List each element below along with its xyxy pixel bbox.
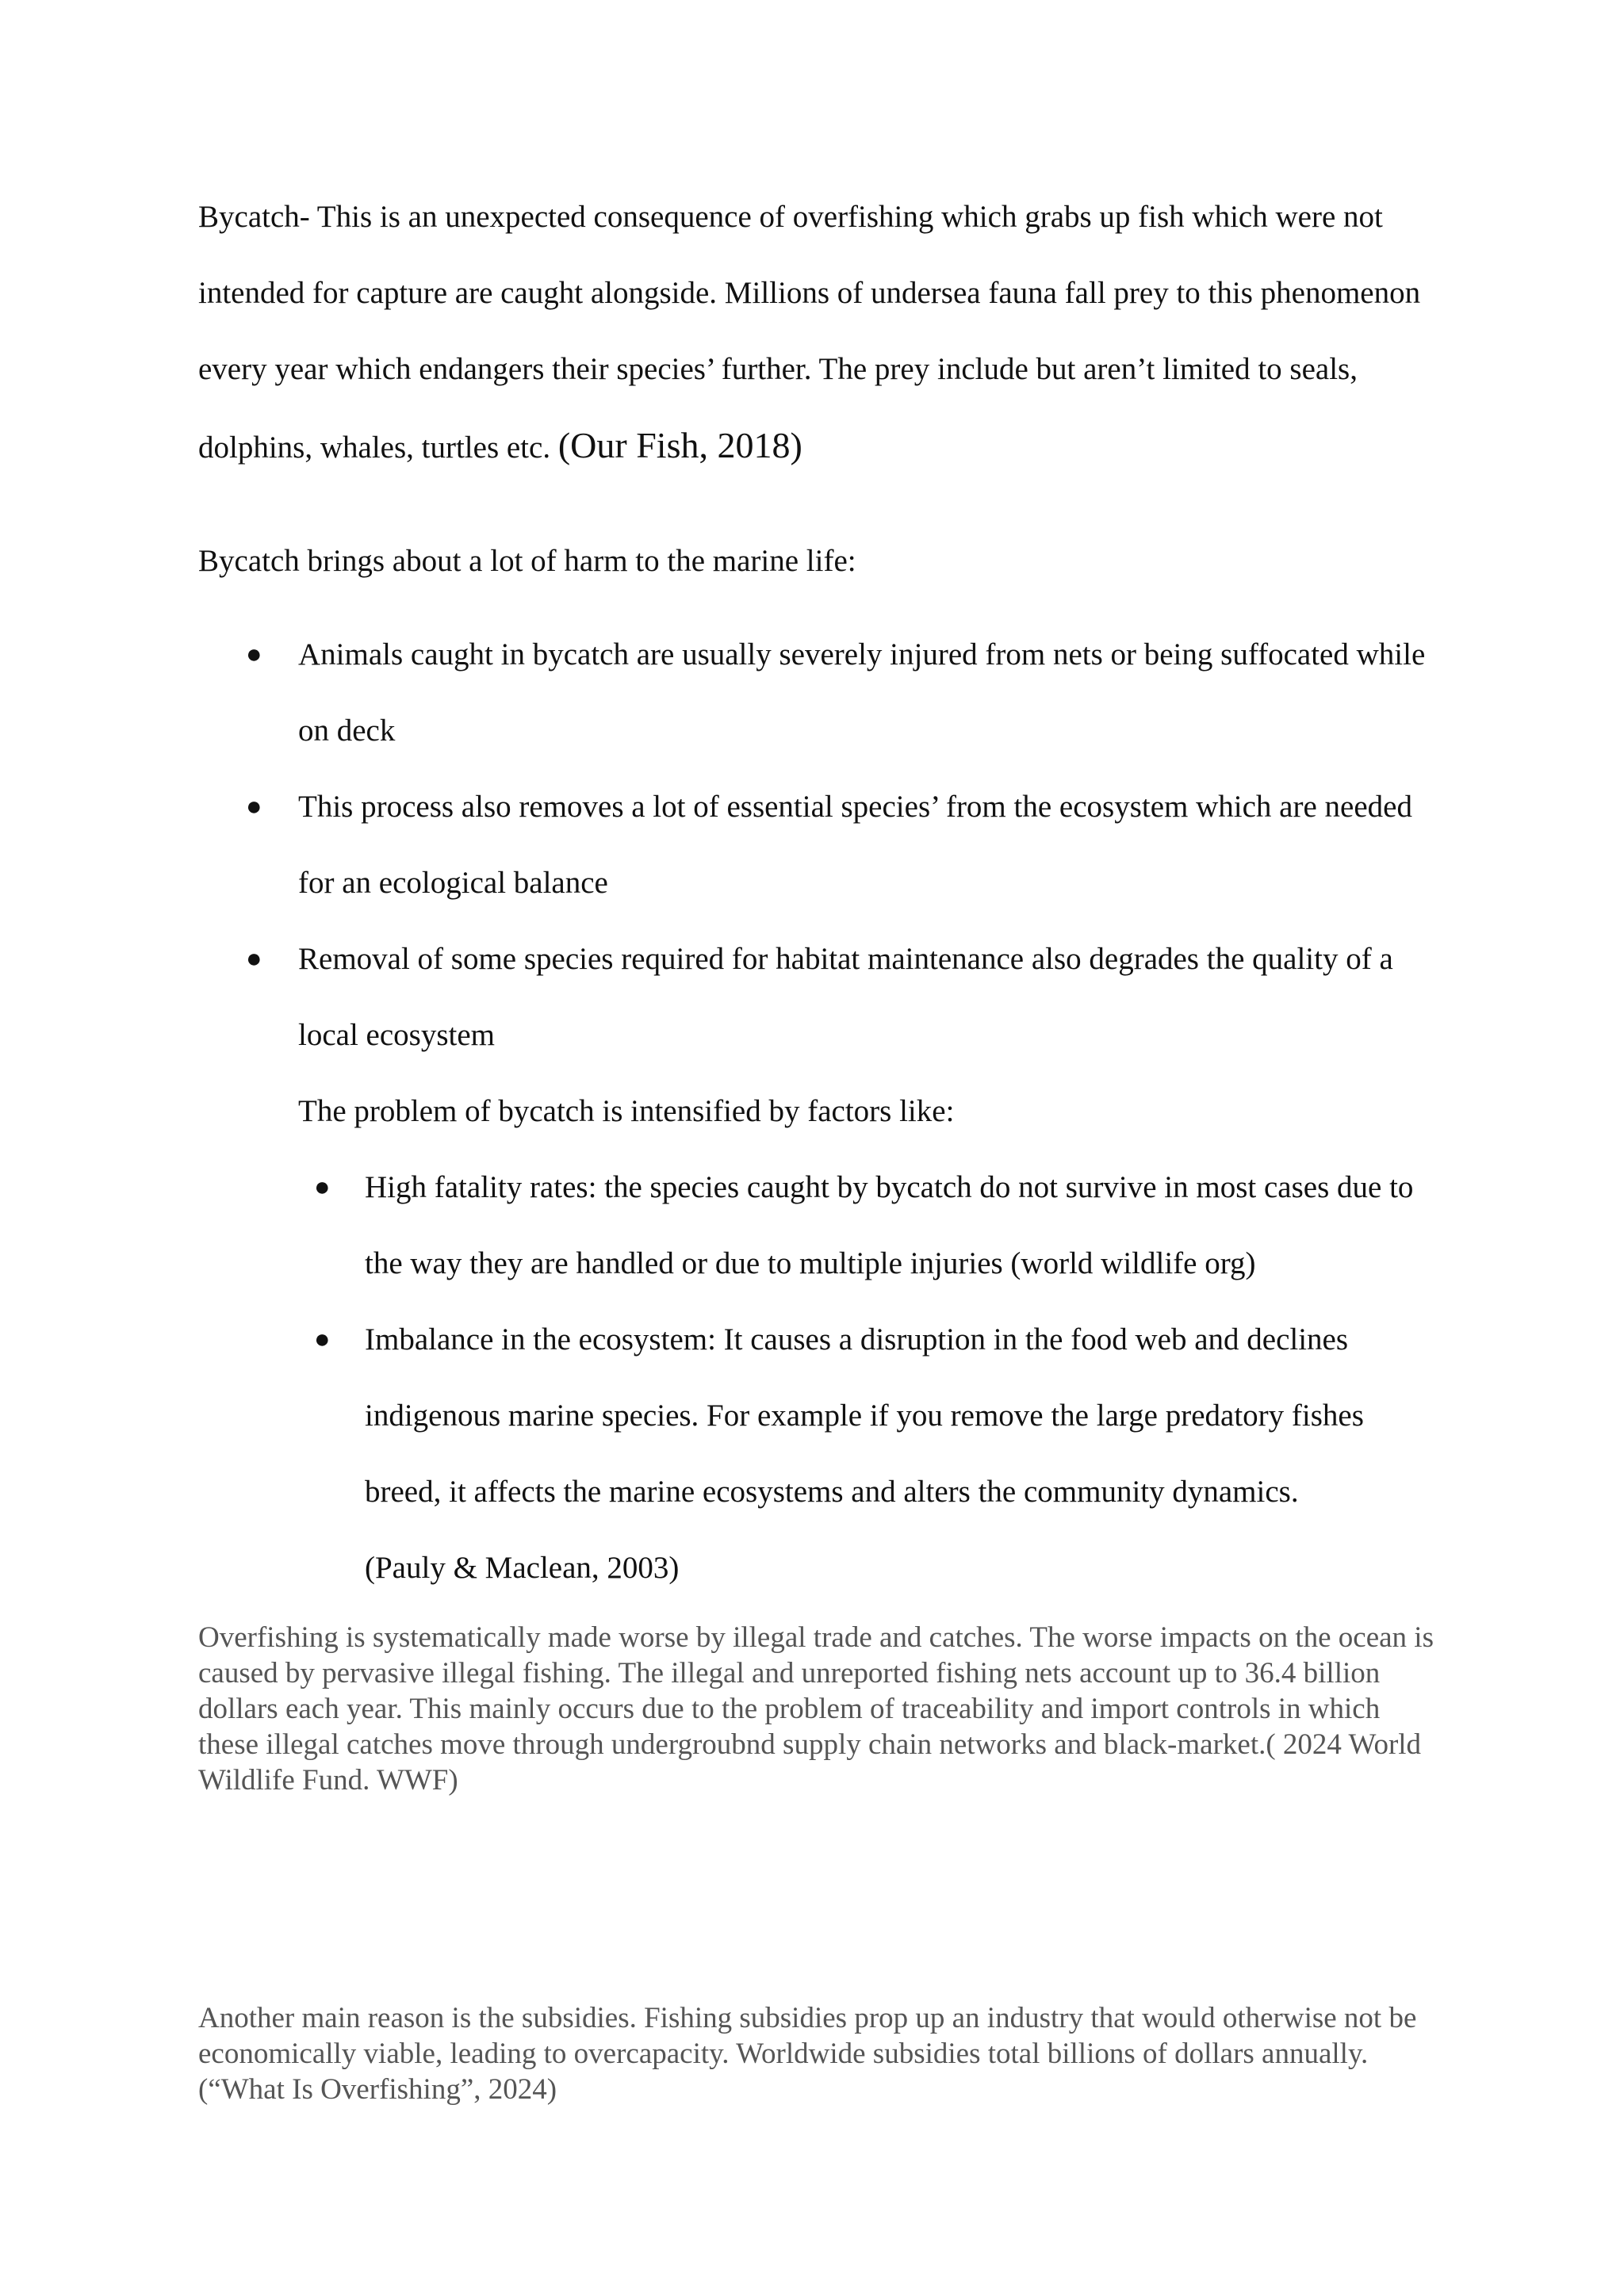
illegal-fishing-paragraph: Overfishing is systematically made worse by illegal trade and catches. The worse impacts on the ocean is caused by pervasive illegal fishing. The illegal and unreported fishing nets account up to 36.4 billion dollars each year. This mainly occurs due to the problem of traceability and import controls in which these illegal catches move through undergroubnd supply chain networks and black-market.( 2024 World Wildlife Fund. WWF) (198, 1621, 1434, 1797)
list-item (298, 1150, 1440, 1302)
bullet-icon: ● (314, 1325, 331, 1354)
factor-bullet-list (298, 1150, 1440, 1530)
bullet-icon: ● (246, 640, 262, 669)
list-item (198, 921, 1435, 1073)
bullet-text: Animals caught in bycatch are usually severely injured from nets or being suffocated while on deck (298, 637, 1426, 748)
bycatch-paragraph-text: Bycatch- This is an unexpected consequence of overfishing which grabs up fish which were not intended for capture are caught alongside. Millions of undersea fauna fall prey to this phenomenon every year which endangers their species’ further. The prey include but aren’t limited to seals, dolphins, whales, turtles etc. (198, 200, 1421, 465)
our-fish-citation: (Our Fish, 2018) (557, 425, 802, 465)
bullet-icon: ● (246, 792, 262, 821)
list-item (298, 1302, 1440, 1530)
bullet-text: Imbalance in the ecosystem: It causes a disruption in the food web and declines indigenous marine species. For example if you remove the large predatory fishes breed, it affects the marine ecosystems and alters the community dynamics. (365, 1322, 1364, 1509)
list-item (198, 769, 1435, 921)
bycatch-paragraph (198, 179, 1435, 486)
bullet-text: This process also removes a lot of essential species’ from the ecosystem which are needed for an ecological balance (298, 790, 1412, 900)
pauly-citation: (Pauly & Maclean, 2003) (365, 1551, 680, 1585)
bullet-text: High fatality rates: the species caught by bycatch do not survive in most cases due to the way they are handled or due to multiple injuries (world wildlife org) (365, 1170, 1414, 1280)
subsidies-paragraph: Another main reason is the subsidies. Fishing subsidies prop up an industry that would otherwise not be economically viable, leading to overcapacity. Worldwide subsidies total billions of dollars annually. (“What Is Overfishing”, 2024) (198, 2002, 1417, 2106)
bullet-text: Removal of some species required for habitat maintenance also degrades the quality of a local ecosystem (298, 942, 1393, 1052)
harm-bullet-list (198, 617, 1435, 1073)
list-item (198, 617, 1435, 769)
bullet-icon: ● (314, 1173, 331, 1202)
harm-intro-paragraph: Bycatch brings about a lot of harm to the marine life: (198, 544, 856, 578)
bullet-icon: ● (246, 944, 262, 974)
factors-intro: The problem of bycatch is intensified by factors like: (298, 1094, 955, 1128)
